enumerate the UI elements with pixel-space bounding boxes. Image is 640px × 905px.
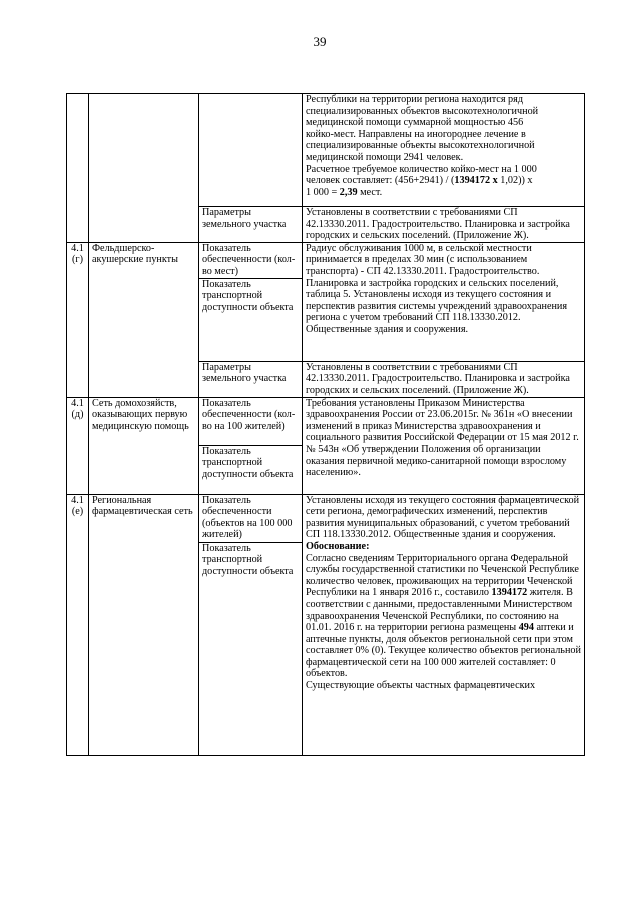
text-cell: Требования установлены Приказом Министерства здравоохранения России от 23.06.2015г. № 361н «О внесении изменений в приказ Министерства здравоохранения и социального развития Российской Федерации от 15 мая 2012 г. № 543н «Об утверждении Положения об организации оказания первичной медико-санитарной помощи взрослому населению». xyxy=(303,397,585,494)
row-number-cell xyxy=(67,94,89,243)
table-row xyxy=(67,94,585,207)
text-cell xyxy=(303,94,585,207)
text-paragraph: Установлены исходя из текущего состояния фармацевтической сети региона, демографических изменений, перспектив развития муниципальных образований, с учетом требований СП 118.13330.2012. Общественные здания и сооружения. xyxy=(306,494,580,541)
text-paragraph: жителя. В соответствии с данными, предоставленными Министерством здравоохранения Чеченской Республики, по состоянию на 01.01. 2016 г. на территории региона размещены xyxy=(306,587,573,634)
text-paragraph: Существующие объекты частных фармацевтических xyxy=(306,680,536,692)
text-line: специализированные объекты высокотехнологичной xyxy=(306,140,535,152)
text-line: 1 000 = xyxy=(306,186,340,198)
text-line: Расчетное требуемое количество койко-мест на 1 000 xyxy=(306,163,537,175)
land-text-cell: Установлены в соответствии с требованиями СП 42.13330.2011. Градостроительство. Планировка и застройка городских и сельских поселений. (Приложение Ж). xyxy=(303,207,585,243)
text-cell xyxy=(303,494,585,755)
table-row xyxy=(67,397,585,445)
text-paragraph: аптеки и аптечные пункты, доля объектов региональной сети при этом составляет 0% (0). Текущее количество объектов региональной фармацевтической сети на 100 000 жителей составляет: 0 объектов. xyxy=(306,622,581,680)
text-line: Республики на территории региона находится ряд xyxy=(306,94,524,105)
population-value: 1394172 xyxy=(491,587,528,599)
param-cell: Показатель транспортной доступности объекта xyxy=(199,445,303,494)
formula-bold: 1394172 х xyxy=(454,175,498,187)
result-value: 2,39 xyxy=(339,186,358,198)
param-cell: Показатель транспортной доступности объекта xyxy=(199,542,303,755)
row-number-cell: 4.1 (д) xyxy=(67,397,89,494)
row-number-cell: 4.1 (г) xyxy=(67,242,89,397)
param-cell: Показатель транспортной доступности объекта xyxy=(199,278,303,361)
text-cell: Радиус обслуживания 1000 м, в сельской местности принимается в пределах 30 мин (с использованием транспорта) - СП 42.13330.2011. Градостроительство. Планировка и застройка городских и сельских поселений, таблица 5. Установлены исходя из текущего состояния и перспектив развития системы учреждений здравоохранения региона с учетом требований СП 118.13330.2012. Общественные здания и сооружения. xyxy=(303,242,585,361)
pharmacy-count: 494 xyxy=(518,622,534,634)
text-line: специализированных объектов высокотехнологичной xyxy=(306,105,539,117)
table-row xyxy=(67,494,585,542)
row-name-cell: Региональная фармацевтическая сеть xyxy=(89,494,199,755)
row-number-cell: 4.1 (е) xyxy=(67,494,89,755)
param-cell: Показатель обеспеченности (объектов на 100 000 жителей) xyxy=(199,494,303,542)
text-paragraph: Согласно сведениям Территориального органа Федеральной службы государственной статистики по Чеченской Республике количество человек, проживающих на территории Чеченской Республики на 1 января 2016 г., составило xyxy=(306,552,579,599)
land-param-cell: Параметры земельного участка xyxy=(199,207,303,243)
param-cell: Показатель обеспеченности (кол-во на 100 жителей) xyxy=(199,397,303,445)
norms-table xyxy=(66,93,585,756)
row-name-cell: Фельдшерско-акушерские пункты xyxy=(89,242,199,397)
table-row xyxy=(67,242,585,278)
result-unit: мест. xyxy=(357,186,383,198)
page-number: 39 xyxy=(313,34,327,49)
text-line: человек составляет: (456+2941) / ( xyxy=(306,175,455,187)
text-line: койко-мест. Направлены на иногороднее лечение в xyxy=(306,128,526,140)
formula-rest: 1,02)) х xyxy=(497,175,533,187)
basis-heading: Обоснование: xyxy=(306,540,370,552)
text-line: медицинской помощи 2941 человек. xyxy=(306,151,464,163)
land-param-cell: Параметры земельного участка xyxy=(199,361,303,397)
param-cell xyxy=(199,94,303,207)
text-line: медицинской помощи суммарной мощностью 456 xyxy=(306,117,524,129)
row-name-cell: Сеть домохозяйств, оказывающих первую медицинскую помощь xyxy=(89,397,199,494)
land-text-cell: Установлены в соответствии с требованиями СП 42.13330.2011. Градостроительство. Планировка и застройка городских и сельских поселений. (Приложение Ж). xyxy=(303,361,585,397)
param-cell: Показатель обеспеченности (кол-во мест) xyxy=(199,242,303,278)
row-name-cell xyxy=(89,94,199,243)
